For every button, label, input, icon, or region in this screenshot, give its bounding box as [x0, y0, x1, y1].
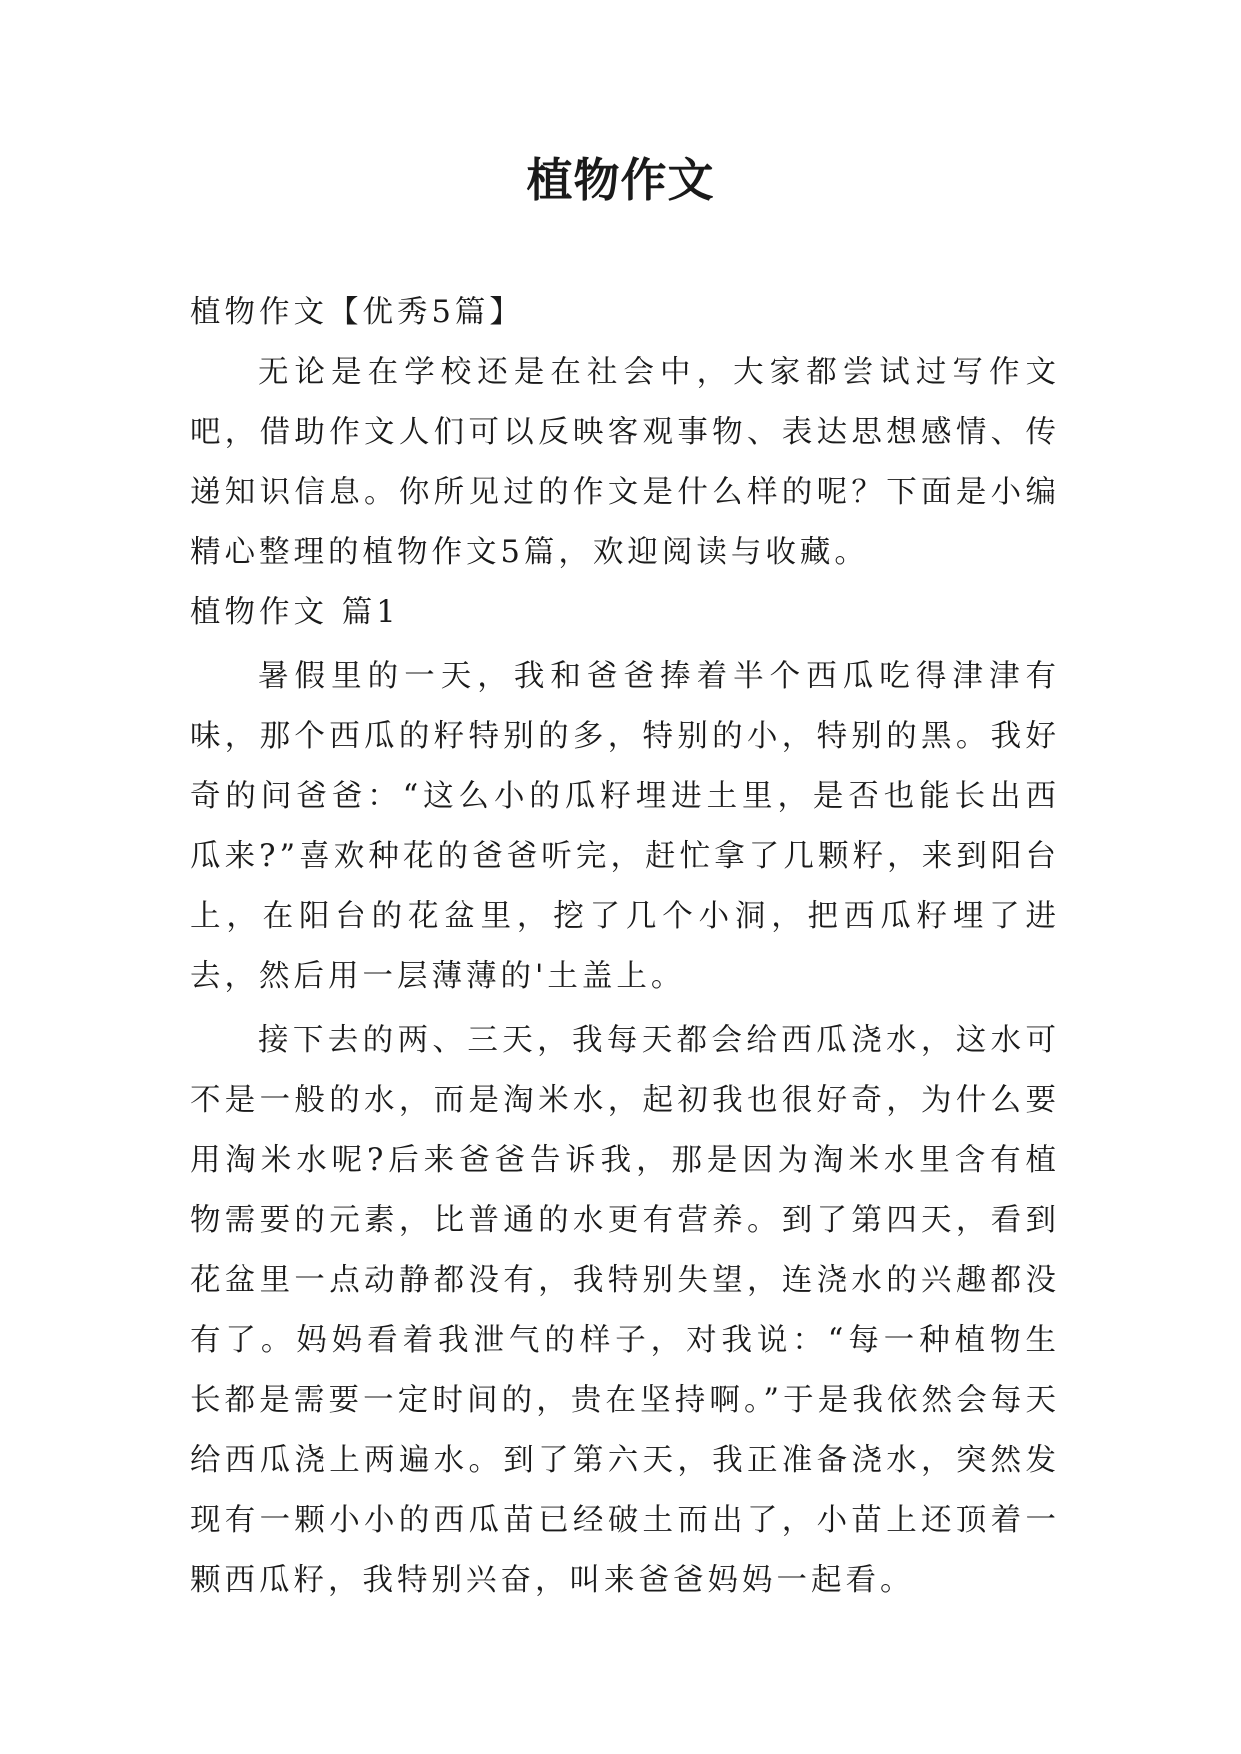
document-title: 植物作文	[526, 153, 715, 207]
intro-paragraph: 无论是在学校还是在社会中，大家都尝试过写作文吧，借助作文人们可以反映客观事物、表达思想感情、传递知识信息。你所见过的作文是什么样的呢？下面是小编精心整理的植物作文5篇，欢迎阅读与收藏。	[190, 355, 1060, 570]
essay-paragraph-1: 暑假里的一天，我和爸爸捧着半个西瓜吃得津津有味，那个西瓜的籽特别的多，特别的小，特别的黑。我好奇的问爸爸：“这么小的瓜籽埋进土里，是否也能长出西瓜来?”喜欢种花的爸爸听完，赶忙拿了几颗籽，来到阳台上，在阳台的花盆里，挖了几个小洞，把西瓜籽埋了进去，然后用一层薄薄的'土盖上。	[190, 659, 1060, 994]
document-subtitle: 植物作文【优秀5篇】	[190, 295, 524, 330]
essay-paragraph-2: 接下去的两、三天，我每天都会给西瓜浇水，这水可不是一般的水，而是淘米水，起初我也很好奇，为什么要用淘米水呢?后来爸爸告诉我，那是因为淘米水里含有植物需要的元素，比普通的水更有营养。到了第四天，看到花盆里一点动静都没有，我特别失望，连浇水的兴趣都没有了。妈妈看着我泄气的样子，对我说：“每一种植物生长都是需要一定时间的，贵在坚持啊。”于是我依然会每天给西瓜浇上两遍水。到了第六天，我正准备浇水，突然发现有一颗小小的西瓜苗已经破土而出了，小苗上还顶着一颗西瓜籽，我特别兴奋，叫来爸爸妈妈一起看。	[190, 1023, 1060, 1598]
section-heading: 植物作文 篇1	[190, 595, 400, 630]
document-body	[190, 283, 1060, 1611]
